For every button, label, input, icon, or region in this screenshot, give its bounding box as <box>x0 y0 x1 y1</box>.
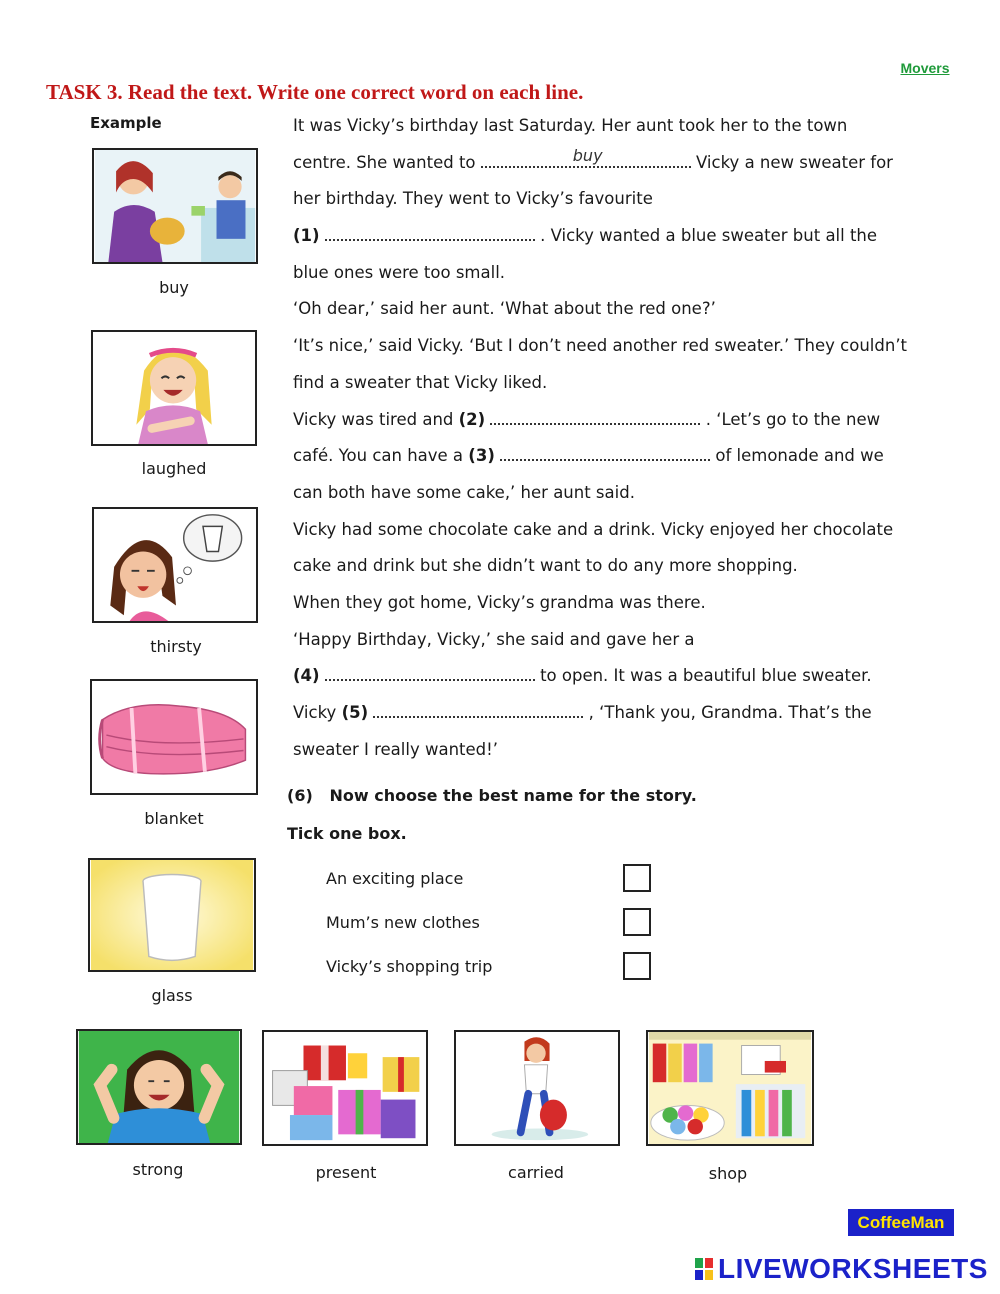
picture-label-present: present <box>315 1163 377 1182</box>
story-line <box>293 332 933 369</box>
option-label: Mum’s new clothes <box>326 913 480 932</box>
answer-input-4[interactable] <box>325 665 535 681</box>
story-text-line: centre. She wanted to <box>293 152 481 172</box>
story-text-line: of lemonade and we <box>710 446 884 466</box>
glass-picture <box>88 858 256 972</box>
story-line <box>293 479 933 516</box>
picture-label-buy: buy <box>159 278 189 297</box>
carrying-girl-picture <box>454 1030 620 1146</box>
story-line <box>293 112 933 149</box>
gap-number-1: (1) <box>293 226 320 246</box>
story-text-line: Vicky <box>293 703 342 722</box>
story-text-line: . ‘Let’s go to the new <box>700 409 881 429</box>
liveworksheets-text: LIVEWORKSHEETS <box>718 1253 988 1284</box>
story-text-line: Vicky had some chocolate cake and a drink. Vicky enjoyed her chocolate <box>293 519 894 539</box>
picture-label-laughed: laughed <box>141 459 207 478</box>
picture-label-thirsty: thirsty <box>150 637 202 656</box>
story-text-line: find a sweater that Vicky liked. <box>293 372 548 392</box>
story-line <box>293 369 933 406</box>
story-line <box>293 145 933 186</box>
picture-label-shop: shop <box>708 1164 748 1183</box>
option-label: An exciting place <box>326 869 464 888</box>
story-line <box>293 259 933 296</box>
story-text-line: cake and drink but she didn’t want to do any more shopping. <box>293 556 798 576</box>
story-text <box>293 112 933 772</box>
thirsty-girl-picture <box>92 507 258 623</box>
story-line <box>293 589 933 626</box>
story-text-line: her birthday. They went to Vicky’s favourite <box>293 189 653 209</box>
liveworksheets-logo[interactable] <box>694 1254 988 1284</box>
gap-number-3: (3) <box>468 446 495 466</box>
strong-girl-picture <box>76 1029 242 1145</box>
answer-input-5[interactable] <box>373 702 583 718</box>
tick-instruction: Tick one box. <box>287 824 407 843</box>
presents-picture <box>262 1030 428 1146</box>
shopping-counter-picture <box>92 148 258 264</box>
clothes-shop-picture <box>646 1030 814 1146</box>
story-line <box>293 516 933 553</box>
story-text-line: to open. It was a beautiful blue sweater. <box>534 666 872 686</box>
laughing-girl-picture <box>91 330 257 446</box>
story-text-line: ‘Oh dear,’ said her aunt. ‘What about the red one?’ <box>293 299 716 319</box>
example-label: Example <box>90 114 162 132</box>
story-text-line: café. You can have a <box>293 446 469 466</box>
story-text-line: can both have some cake,’ her aunt said. <box>293 482 635 502</box>
story-text-line: sweater I really wanted!’ <box>293 739 498 759</box>
answer-input-3[interactable] <box>500 445 710 461</box>
story-line <box>293 662 933 699</box>
folded-blanket-picture <box>90 679 258 795</box>
option-checkbox-3[interactable] <box>623 952 651 980</box>
answer-input-2[interactable] <box>490 409 700 425</box>
picture-label-blanket: blanket <box>144 809 204 828</box>
story-text-line: blue ones were too small. <box>293 262 506 282</box>
story-line <box>293 442 933 479</box>
example-answer-blank <box>481 145 691 168</box>
story-text-line: Vicky a new sweater for <box>690 152 893 172</box>
gap-number-5: (5) <box>341 703 369 722</box>
question-number: (6) <box>287 786 313 805</box>
story-line <box>293 736 933 773</box>
story-text-line: ‘It’s nice,’ said Vicky. ‘But I don’t need another red sweater.’ They couldn’t <box>293 336 908 356</box>
option-label: Vicky’s shopping trip <box>326 957 493 976</box>
story-line <box>293 185 933 222</box>
question-text: Now choose the best name for the story. <box>329 786 697 805</box>
option-checkbox-2[interactable] <box>623 908 651 936</box>
option-checkbox-1[interactable] <box>623 864 651 892</box>
story-text-line: When they got home, Vicky’s grandma was there. <box>293 592 706 612</box>
task-title: TASK 3. Read the text. Write one correct word on each line. <box>46 80 584 104</box>
example-answer: buy <box>572 145 603 165</box>
picture-label-glass: glass <box>151 986 193 1005</box>
level-label[interactable]: Movers <box>900 60 950 76</box>
story-text-line: , ‘Thank you, Grandma. That’s the <box>583 703 872 722</box>
question-6 <box>287 786 697 805</box>
story-text-line: Vicky was tired and <box>293 409 459 429</box>
story-line <box>293 552 933 589</box>
picture-label-carried: carried <box>508 1163 564 1182</box>
gap-number-4: (4) <box>293 666 320 686</box>
story-text-line: ‘Happy Birthday, Vicky,’ she said and gave her a <box>293 629 695 649</box>
story-text-line: It was Vicky’s birthday last Saturday. Her aunt took her to the town <box>293 116 848 135</box>
author-tag: CoffeeMan <box>848 1209 954 1236</box>
story-line <box>293 295 933 332</box>
answer-input-1[interactable] <box>325 225 535 241</box>
story-text-line: . Vicky wanted a blue sweater but all the <box>534 226 878 246</box>
story-line <box>293 406 933 443</box>
story-line <box>293 699 933 736</box>
gap-number-2: (2) <box>458 409 486 429</box>
picture-label-strong: strong <box>132 1160 184 1179</box>
liveworksheets-icon <box>694 1257 714 1281</box>
story-line <box>293 222 933 259</box>
story-line <box>293 626 933 663</box>
